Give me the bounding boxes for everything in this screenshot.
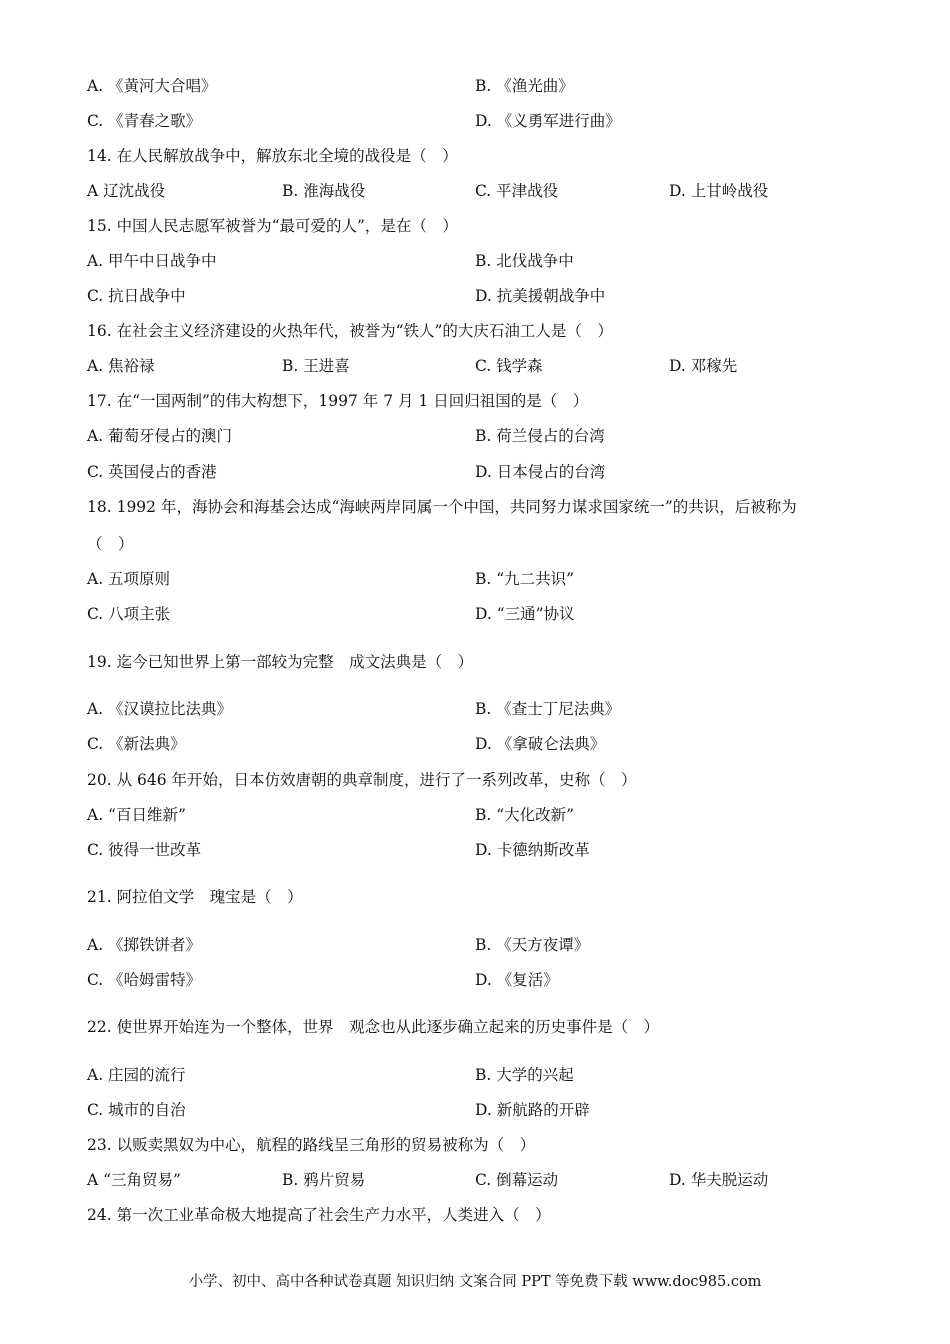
- question-19: 19. 迄今已知世界上第一部较为完整 成文法典是（ ）: [87, 653, 474, 671]
- question-15: 15. 中国人民志愿军被誉为“最可爱的人”，是在（ ）: [87, 217, 458, 235]
- page-footer: 小学、初中、高中各种试卷真题 知识归纳 文案合同 PPT 等免费下载 www.doc985.com: [188, 1274, 762, 1290]
- option-16-d: D. 邓稼先: [669, 357, 738, 375]
- option-21-a: A. 《掷铁饼者》: [87, 936, 202, 954]
- option-21-d: D. 《复活》: [475, 971, 559, 989]
- option-14-d: D. 上甘岭战役: [669, 182, 769, 200]
- option-16-a: A. 焦裕禄: [87, 357, 155, 375]
- option-20-c: C. 彼得一世改革: [87, 841, 202, 859]
- option-20-d: D. 卡德纳斯改革: [475, 841, 590, 859]
- option-17-d: D. 日本侵占的台湾: [475, 463, 606, 481]
- question-20: 20. 从 646 年开始，日本仿效唐朝的典章制度，进行了一系列改革，史称（ ）: [87, 771, 637, 789]
- question-18-continued: （ ）: [87, 535, 134, 553]
- option-14-b: B. 淮海战役: [282, 182, 366, 200]
- option-20-b: B. “大化改新”: [475, 806, 575, 824]
- option-23-d: D. 华夫脱运动: [669, 1171, 769, 1189]
- question-21: 21. 阿拉伯文学 瑰宝是（ ）: [87, 888, 303, 906]
- option-19-a: A. 《汉谟拉比法典》: [87, 700, 233, 718]
- question-17: 17. 在“一国两制”的伟大构想下，1997 年 7 月 1 日回归祖国的是（ ）: [87, 392, 589, 410]
- question-24: 24. 第一次工业革命极大地提高了社会生产力水平，人类进入（ ）: [87, 1206, 551, 1224]
- option-19-c: C. 《新法典》: [87, 735, 186, 753]
- option-14-c: C. 平津战役: [475, 182, 559, 200]
- option-19-b: B. 《查士丁尼法典》: [475, 700, 621, 718]
- option-23-c: C. 倒幕运动: [475, 1171, 559, 1189]
- option-20-a: A. “百日维新”: [87, 806, 186, 824]
- option-18-d: D. “三通”协议: [475, 605, 575, 623]
- option-13-c: C. 《青春之歌》: [87, 112, 202, 130]
- option-21-c: C. 《哈姆雷特》: [87, 971, 202, 989]
- option-13-d: D. 《义勇军进行曲》: [475, 112, 621, 130]
- option-15-d: D. 抗美援朝战争中: [475, 287, 606, 305]
- option-16-c: C. 钱学森: [475, 357, 543, 375]
- option-22-c: C. 城市的自治: [87, 1101, 186, 1119]
- option-17-c: C. 英国侵占的香港: [87, 463, 217, 481]
- question-18: 18. 1992 年，海协会和海基会达成“海峡两岸同属一个中国，共同努力谋求国家统一”的共识，后被称为: [87, 498, 797, 516]
- option-15-c: C. 抗日战争中: [87, 287, 186, 305]
- option-16-b: B. 王进喜: [282, 357, 350, 375]
- question-14: 14. 在人民解放战争中，解放东北全境的战役是（ ）: [87, 147, 458, 165]
- option-15-a: A. 甲午中日战争中: [87, 252, 217, 270]
- question-23: 23. 以贩卖黑奴为中心，航程的路线呈三角形的贸易被称为（ ）: [87, 1136, 536, 1154]
- option-17-b: B. 荷兰侵占的台湾: [475, 427, 605, 445]
- option-22-b: B. 大学的兴起: [475, 1066, 574, 1084]
- option-18-b: B. “九二共识”: [475, 570, 575, 588]
- option-14-a: A 辽沈战役: [87, 182, 166, 200]
- option-18-c: C. 八项主张: [87, 605, 171, 623]
- option-13-b: B. 《渔光曲》: [475, 77, 574, 95]
- option-23-a: A “三角贸易”: [87, 1171, 181, 1189]
- question-22: 22. 使世界开始连为一个整体，世界 观念也从此逐步确立起来的历史事件是（ ）: [87, 1018, 660, 1036]
- option-17-a: A. 葡萄牙侵占的澳门: [87, 427, 233, 445]
- option-15-b: B. 北伐战争中: [475, 252, 574, 270]
- option-18-a: A. 五项原则: [87, 570, 171, 588]
- option-23-b: B. 鸦片贸易: [282, 1171, 366, 1189]
- question-16: 16. 在社会主义经济建设的火热年代，被誉为“铁人”的大庆石油工人是（ ）: [87, 322, 613, 340]
- option-19-d: D. 《拿破仑法典》: [475, 735, 606, 753]
- option-13-a: A. 《黄河大合唱》: [87, 77, 217, 95]
- option-21-b: B. 《天方夜谭》: [475, 936, 590, 954]
- option-22-a: A. 庄园的流行: [87, 1066, 186, 1084]
- option-22-d: D. 新航路的开辟: [475, 1101, 590, 1119]
